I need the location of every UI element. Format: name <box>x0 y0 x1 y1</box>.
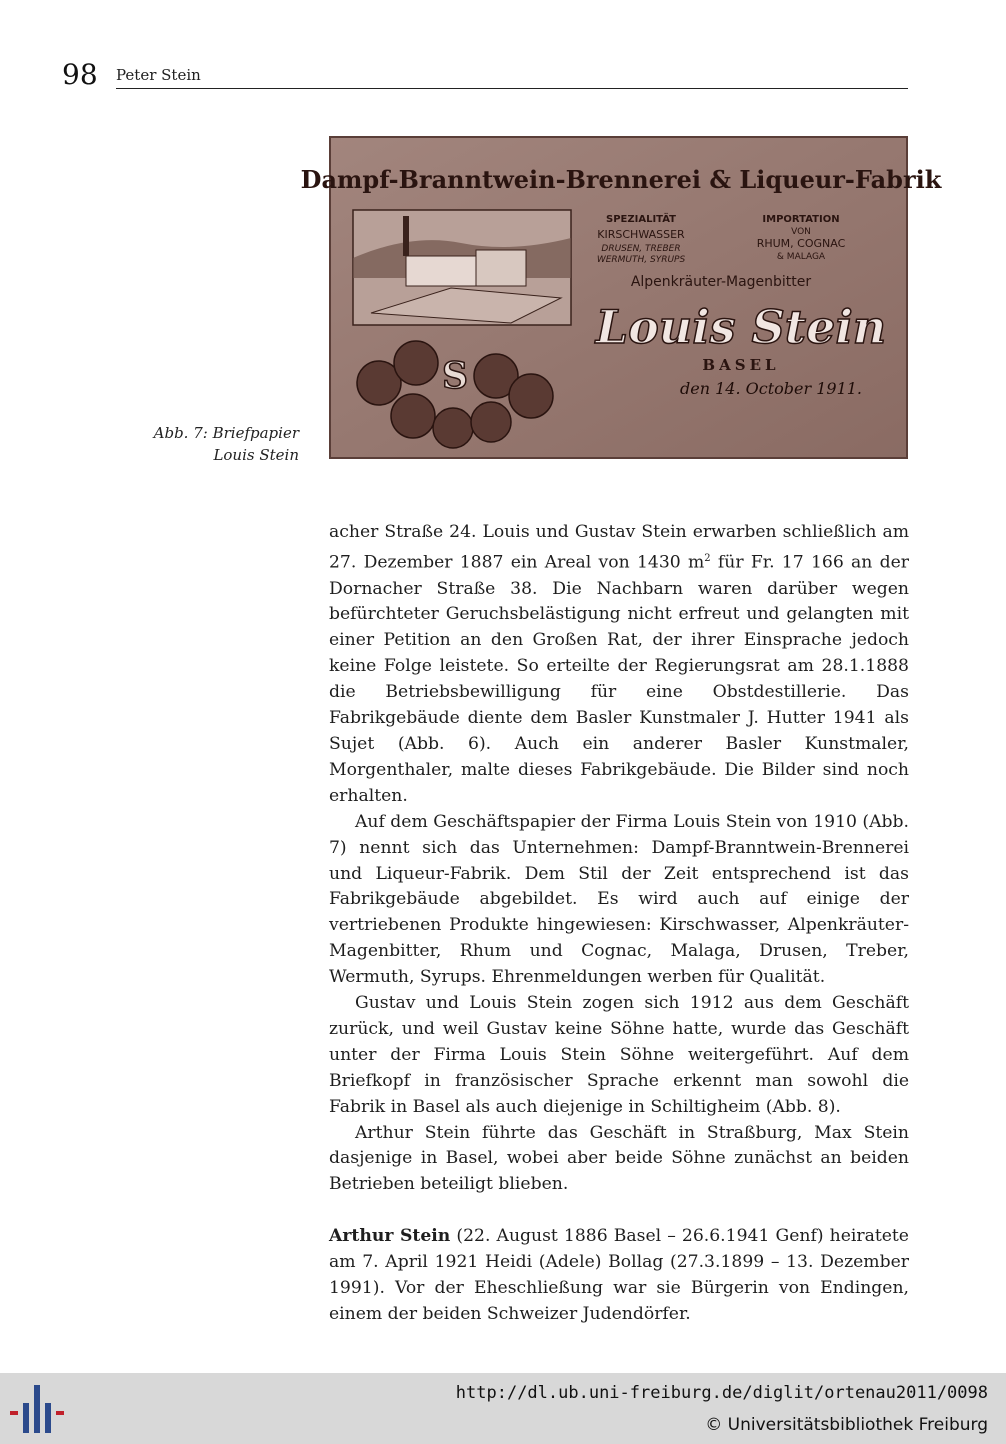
page-header <box>62 58 908 92</box>
paragraph-2: Auf dem Geschäftspapier der Firma Louis Stein von 1910 (Abb. 7) nennt sich das Unternehmen: Dampf-Branntwein-Brennerei und Liqueur-Fabrik. Dem Stil der Zeit entsprechend ist das Fabrikgebäude abgebildet. Es wird auch auf einige der vertriebenen Produkte hingewiesen: Kirschwasser, Alpenkräuter-Magenbitter, Rhum und Cognac, Malaga, Drusen, Treber, Wermuth, Syrups. Ehrenmeldungen werben für Qualität. <box>329 811 909 988</box>
letterhead-illustration <box>300 138 942 457</box>
caption-line-2: Louis Stein <box>213 446 299 464</box>
footer-url-link[interactable]: http://dl.ub.uni-freiburg.de/diglit/ortenau2011/0098 <box>455 1383 988 1403</box>
text-rhum: RHUM, COGNAC <box>756 237 846 250</box>
paragraph-4: Arthur Stein führte das Geschäft in Straßburg, Max Stein dasjenige in Basel, wobei aber beide Söhne zunächst an beiden Betrieben beteiligt blieben. <box>329 1122 909 1195</box>
footer-copyright: © Universitätsbibliothek Freiburg <box>705 1415 988 1435</box>
header-rule <box>116 88 908 89</box>
caption-line-1: Abb. 7: Briefpapier <box>153 424 299 442</box>
text-city: BASEL <box>702 356 780 374</box>
text-date: den 14. October 1911. <box>679 379 863 398</box>
page-number: 98 <box>62 58 98 91</box>
text-wermuth: WERMUTH, SYRUPS <box>596 255 686 265</box>
paragraph-1: acher Straße 24. Louis und Gustav Stein erwarben schließlich am 27. Dezember 1887 ein Areal von 1430 $m^2$ für Fr. 17 166 an der Dornacher Straße 38. Die Nachbarn waren darüber wegen befürchteter Geruchsbelästigung nicht erfreut und gelangten mit einer Petition an den Großen Rat, der ihrer Einsprache jedoch keine Folge leistete. So erteilte der Regierungsrat am 28.1.1888 die Betriebsbewilligung für eine Obstdestillerie. Das Fabrikgebäude diente dem Basler Kunstmaler J. Hutter 1941 als Sujet (Abb. 6). Auch ein anderer Basler Kunstmaler, Morgenthaler, malte dieses Fabrikgebäude. Die Bilder sind noch erhalten. <box>329 522 909 806</box>
letterhead-image <box>300 136 942 459</box>
text-drusen: DRUSEN, TREBER <box>601 244 681 254</box>
paragraph-3: Gustav und Louis Stein zogen sich 1912 aus dem Geschäft zurück, und weil Gustav keine Söhne hatte, wurde das Geschäft unter der Firma Louis Stein Söhne weitergeführt. Auf dem Briefkopf in französischer Sprache erkennt man sowohl die Fabrik in Basel als auch diejenige in Schiltigheim (Abb. 8). <box>329 993 909 1117</box>
body-text <box>329 520 909 1328</box>
text-importation: IMPORTATION <box>762 214 840 225</box>
running-head-author: Peter Stein <box>116 66 201 84</box>
footer-bar <box>0 1373 1006 1444</box>
text-bitter: Alpenkräuter-Magenbitter <box>630 274 812 290</box>
figure-caption <box>99 422 299 466</box>
name-arthur-stein: Arthur Stein <box>329 1226 451 1247</box>
text-kirschwasser: KIRSCHWASSER <box>597 228 685 241</box>
text-von: VON <box>791 227 811 237</box>
letterhead-title: Dampf-Branntwein-Brennerei & Liqueur-Fabrik <box>300 165 942 194</box>
svg-text:S: S <box>442 355 468 397</box>
text-firm-name: Louis Stein <box>595 300 887 354</box>
ub-freiburg-logo-icon <box>10 1385 64 1433</box>
factory-vignette <box>353 210 571 325</box>
text-specialitaet: SPEZIALITÄT <box>606 214 676 225</box>
text-malaga: & MALAGA <box>776 252 826 262</box>
paragraph-5: Arthur Stein (22. August 1886 Basel – 26.6.1941 Genf) heiratete am 7. April 1921 Heidi (Adele) Bollag (27.3.1899 – 13. Dezember 1991). Vor der Eheschließung war sie Bürgerin von Endingen, einem der beiden Schweizer Judendörfer. <box>329 1226 909 1325</box>
